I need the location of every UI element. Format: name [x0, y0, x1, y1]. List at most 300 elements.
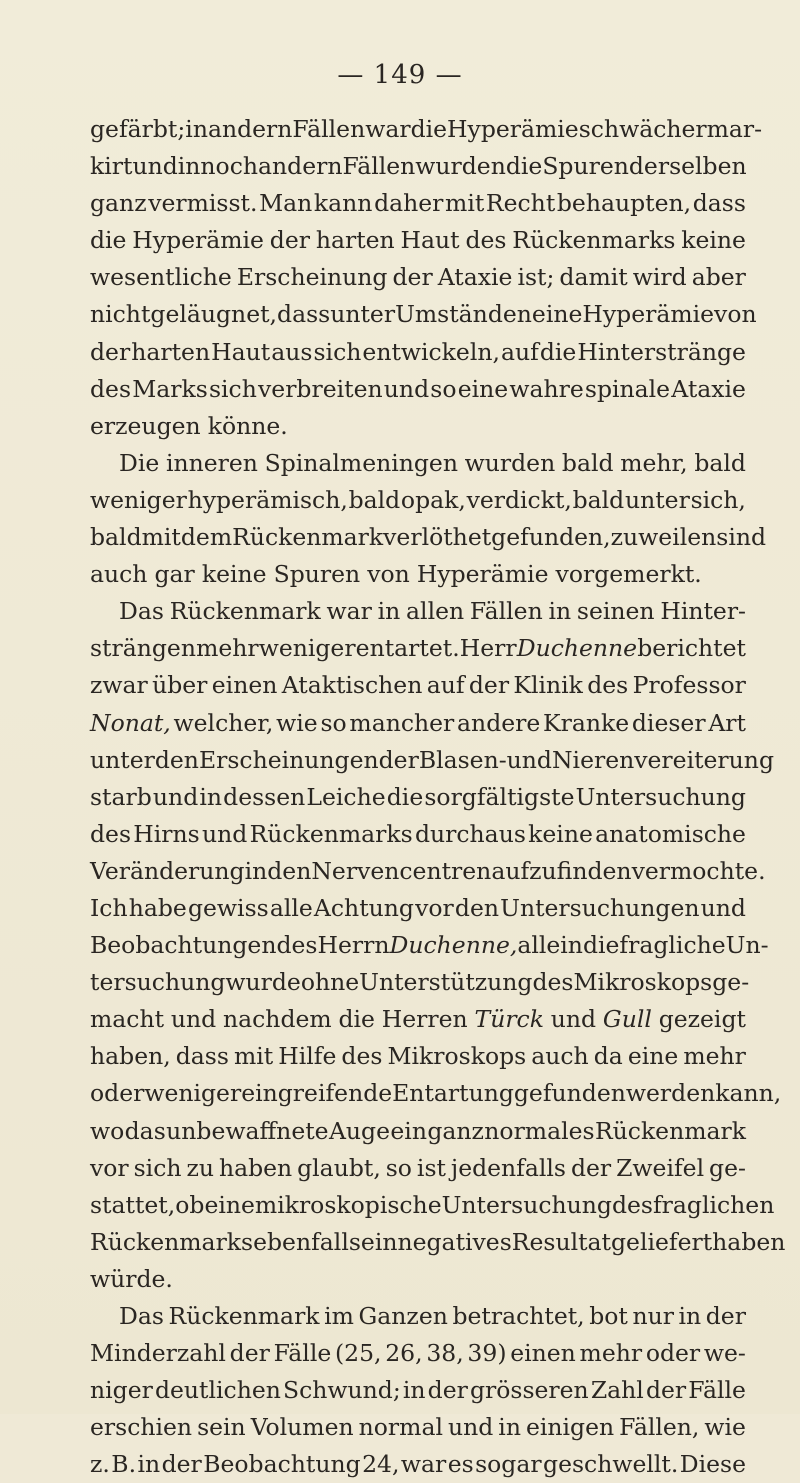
word: schwächer [578, 115, 707, 143]
word: dessen [223, 782, 306, 811]
word: Herrn [317, 931, 390, 960]
word: sind [716, 523, 767, 552]
text-line [90, 816, 746, 853]
word: Rückenmarks [249, 819, 413, 848]
word: in [678, 1302, 702, 1330]
word: zwar [90, 671, 148, 700]
word: des [90, 374, 132, 403]
word: kann, [715, 1079, 782, 1108]
word: sein [197, 1413, 246, 1442]
word: dass [692, 189, 746, 218]
word: gewiss [187, 893, 269, 922]
word: vermisst. [148, 189, 258, 218]
word: so [320, 708, 347, 737]
word: fragliche [619, 931, 726, 960]
word: Schwund; [283, 1376, 401, 1405]
word: geläugnet, [150, 300, 278, 329]
word: sich [313, 337, 362, 366]
word: bot [589, 1302, 628, 1330]
word: durchaus [414, 819, 526, 848]
word: haben [712, 1227, 786, 1256]
word: mehr [683, 1042, 746, 1071]
word: aus [271, 337, 313, 366]
word: Untersuchungen [500, 893, 700, 922]
word: unter [624, 485, 690, 514]
word: unter [90, 745, 155, 774]
word: Rückenmarks [512, 226, 676, 255]
word: Rückenmark [168, 1302, 320, 1330]
word: z. [90, 1450, 110, 1479]
word: (25, [334, 1339, 382, 1368]
word: der [378, 745, 419, 774]
word: in [177, 152, 201, 181]
word: Zahl [590, 1376, 644, 1405]
word: und [170, 1005, 217, 1034]
word: ein [360, 1227, 398, 1256]
word: Hyperämie [132, 226, 264, 255]
word: dass [277, 300, 331, 329]
word: alle [269, 893, 313, 922]
word: mit [233, 1042, 274, 1071]
text-line [90, 1150, 746, 1187]
word: vorgemerkt. [555, 560, 702, 589]
word: Haut [211, 337, 271, 366]
word: we- [703, 1339, 746, 1368]
word: des [587, 671, 629, 700]
word: mancher [349, 708, 455, 737]
word: den [454, 893, 499, 922]
word: Minderzahl [90, 1339, 226, 1368]
word: des [341, 1042, 383, 1071]
word: Fällen, [619, 1413, 700, 1442]
word: Erscheinung [236, 263, 388, 292]
word: entwickeln, [362, 337, 500, 366]
word: nicht [90, 300, 151, 329]
word: könne. [207, 411, 288, 440]
text-line [90, 667, 746, 704]
word: wurde [225, 968, 301, 997]
word: wie [704, 1413, 746, 1442]
word: wo [90, 1116, 125, 1145]
word: zuweilen [610, 523, 717, 552]
text-line [90, 742, 774, 779]
word: noch [200, 152, 259, 181]
word: verbreiten [258, 374, 383, 403]
word: Spinalmeningen [264, 448, 458, 477]
word: dieser [631, 708, 706, 737]
word: opak, [400, 485, 466, 514]
word: war [400, 1450, 447, 1479]
word: Art [708, 708, 746, 737]
text-line [90, 593, 746, 630]
word: und [550, 1005, 597, 1034]
word: Professor [632, 671, 746, 700]
text-line [90, 1298, 746, 1335]
word: der [392, 263, 433, 292]
word: von [367, 560, 410, 589]
word: eingreifende [241, 1079, 393, 1108]
word: Ich [90, 893, 128, 922]
word: Recht [485, 189, 556, 218]
text-line [90, 1113, 746, 1150]
word: ein [390, 1116, 427, 1145]
word: Duchenne [516, 634, 638, 663]
word: harten [315, 226, 395, 255]
word: so [385, 1153, 412, 1182]
text-line [90, 630, 746, 667]
word: ohne [300, 968, 360, 997]
word: glaubt, [297, 1153, 381, 1182]
word: mit [445, 189, 485, 218]
word: keine [201, 560, 267, 589]
word: einigen [525, 1413, 615, 1442]
word: über [152, 671, 208, 700]
word: in [244, 856, 268, 885]
text-line [90, 1446, 746, 1483]
word: stattet, [90, 1190, 176, 1219]
word: Das [119, 1302, 164, 1330]
word: entartet. [355, 634, 460, 663]
word: sich [133, 1153, 182, 1182]
word: ganz [90, 189, 147, 218]
word: Rückenmark [232, 523, 384, 552]
word: Rückenmark [594, 1116, 746, 1145]
word: weniger [258, 634, 356, 663]
word: B. [111, 1450, 137, 1479]
word: seinen [576, 597, 655, 626]
word: 39) [467, 1339, 507, 1368]
word: und [506, 745, 552, 774]
word: Türck [474, 1005, 544, 1034]
word: oder [90, 1079, 145, 1108]
word: und [383, 374, 430, 403]
word: gefärbt; [90, 115, 186, 143]
word: sorgfältigste [424, 782, 575, 811]
word: ist; [517, 263, 555, 292]
word: jedenfalls [450, 1153, 566, 1182]
word: Fällen [292, 115, 366, 143]
word: war [365, 115, 411, 143]
word: zu [186, 1153, 214, 1182]
word: in [199, 782, 223, 811]
word: in [377, 597, 401, 626]
word: sogar [475, 1450, 542, 1479]
word: auf [500, 337, 539, 366]
word: Untersuchung [441, 1190, 612, 1219]
word: Klinik [513, 671, 583, 700]
word: war [326, 597, 372, 626]
word: einen [510, 1339, 576, 1368]
word: Ataktischen [281, 671, 423, 700]
word: des [90, 819, 132, 848]
word: den [267, 856, 312, 885]
word: ist [416, 1153, 446, 1182]
text-line [90, 185, 746, 222]
word: von [714, 300, 757, 329]
word: Das [119, 597, 164, 626]
word: habe [128, 893, 187, 922]
word: unter [330, 300, 396, 329]
text-line [90, 779, 746, 816]
word: die [539, 337, 577, 366]
word: Hyperämie [582, 300, 715, 329]
word: die [386, 782, 424, 811]
word: Zweifel [616, 1153, 705, 1182]
word: mehr [196, 634, 259, 663]
word: Ganzen [358, 1302, 448, 1330]
text-line [90, 890, 746, 927]
word: eine [531, 300, 583, 329]
word: deutlichen [154, 1376, 281, 1405]
word: der [90, 337, 131, 366]
word: sich [208, 374, 257, 403]
word: der [468, 671, 510, 700]
text-line [90, 853, 766, 890]
word: Spuren [273, 560, 361, 589]
word: Haut [400, 226, 460, 255]
word: wesentliche [90, 263, 232, 292]
text-line [90, 705, 746, 742]
word: tersuchung [90, 968, 226, 997]
word: die [90, 226, 127, 255]
word: Veränderung [90, 856, 245, 885]
word: Diese [679, 1450, 746, 1479]
word: erschien [90, 1413, 193, 1442]
word: wurden [415, 152, 506, 181]
word: mit [141, 523, 181, 552]
word: eine [457, 374, 509, 403]
word: 26, [385, 1339, 423, 1368]
word: den [154, 745, 199, 774]
word: Marks [132, 374, 208, 403]
word: niger [90, 1376, 153, 1405]
word: werden [625, 1079, 716, 1108]
word: ge- [712, 968, 750, 997]
word: ge- [709, 1153, 746, 1182]
word: Un- [725, 931, 769, 960]
word: Die [119, 448, 160, 477]
word: Herren [381, 1005, 468, 1034]
word: wurden [464, 448, 556, 477]
word: Umständen [395, 300, 532, 329]
word: Kranke [543, 708, 630, 737]
word: geschwellt. [543, 1450, 679, 1479]
word: Auge [328, 1116, 391, 1145]
word: vor [90, 1153, 129, 1182]
text-line [90, 482, 746, 519]
word: kann [313, 189, 373, 218]
word: des [532, 968, 574, 997]
word: Fälle [273, 1339, 332, 1368]
word: Resultat [511, 1227, 611, 1256]
word: oder [645, 1339, 701, 1368]
word: normales [484, 1116, 595, 1145]
word: derselben [628, 152, 747, 181]
word: wird [632, 263, 687, 292]
word: hyperämisch, [187, 485, 348, 514]
word: Nonat, [90, 708, 171, 737]
word: so [430, 374, 457, 403]
word: es [447, 1450, 474, 1479]
word: Man [259, 189, 313, 218]
word: bald [561, 448, 614, 477]
word: harten [131, 337, 211, 366]
text-line [90, 111, 763, 148]
word: Hirns [133, 819, 200, 848]
text-line [90, 148, 746, 185]
text-line [90, 371, 746, 408]
word: in [137, 1450, 161, 1479]
word: inneren [165, 448, 258, 477]
text-line [90, 519, 767, 556]
text-line [90, 222, 746, 259]
word: andern [207, 115, 293, 143]
word: Hyperämie [416, 560, 549, 589]
word: anatomische [595, 819, 746, 848]
word: aufzufinden [491, 856, 632, 885]
word: die [582, 931, 620, 960]
word: weniger [144, 1079, 242, 1108]
word: und [202, 819, 248, 848]
word: einen [211, 671, 278, 700]
word: geliefert [611, 1227, 713, 1256]
word: mehr, [620, 448, 688, 477]
word: grösseren [469, 1376, 589, 1405]
word: der [570, 1153, 612, 1182]
word: das [124, 1116, 166, 1145]
text-line [90, 1001, 746, 1038]
word: Untersuchung [575, 782, 746, 811]
word: eine [204, 1190, 255, 1219]
word: vermochte. [631, 856, 766, 885]
word: Herr [459, 634, 517, 663]
word: Duchenne, [389, 931, 518, 960]
word: Rückenmark [169, 597, 321, 626]
word: dass [175, 1042, 229, 1071]
word: Unterstützung [359, 968, 533, 997]
text-line [90, 408, 746, 445]
word: die [505, 152, 543, 181]
word: nachdem [223, 1005, 332, 1034]
text-line [90, 296, 757, 333]
word: gefunden [513, 1079, 626, 1108]
word: eine [627, 1042, 679, 1071]
word: keine [528, 819, 593, 848]
word: Ataxie [437, 263, 513, 292]
word: des [611, 1190, 653, 1219]
word: bald [90, 523, 142, 552]
word: wahre [509, 374, 584, 403]
word: des [276, 931, 318, 960]
text-line [90, 1224, 786, 1261]
word: erzeugen [90, 411, 201, 440]
word: Blasen- [418, 745, 507, 774]
word: normal [358, 1413, 443, 1442]
word: betrachtet, [452, 1302, 585, 1330]
word: gezeigt [658, 1005, 746, 1034]
word: 24, [362, 1450, 400, 1479]
word: andere [457, 708, 541, 737]
word: Beobachtung [203, 1450, 361, 1479]
word: Volumen [250, 1413, 354, 1442]
word: unbewaffnete [166, 1116, 329, 1145]
word: Nierenvereiterung [551, 745, 774, 774]
text-line [90, 927, 769, 964]
word: auch [90, 560, 148, 589]
word: ganz [427, 1116, 484, 1145]
word: haben [218, 1153, 293, 1182]
word: ebenfalls [253, 1227, 361, 1256]
word: Fällen [469, 597, 543, 626]
word: und [132, 152, 178, 181]
word: gefunden, [491, 523, 611, 552]
word: in [548, 597, 572, 626]
word: Entartung [392, 1079, 514, 1108]
word: die [338, 1005, 375, 1034]
text-line [90, 259, 746, 296]
word: behaupten, [556, 189, 692, 218]
word: und [447, 1413, 494, 1442]
word: sich, [690, 485, 746, 514]
word: verlöthet [383, 523, 492, 552]
word: allen [406, 597, 465, 626]
word: ob [175, 1190, 205, 1219]
word: der [427, 1376, 468, 1405]
word: Hilfe [278, 1042, 337, 1071]
text-line [90, 964, 750, 1001]
word: bald [694, 448, 746, 477]
word: spinale [584, 374, 671, 403]
word: in [402, 1376, 426, 1405]
text-line [90, 1038, 746, 1075]
word: der [645, 1376, 687, 1405]
word: Ataxie [671, 374, 746, 403]
word: da [593, 1042, 623, 1071]
word: mikroskopische [254, 1190, 442, 1219]
word: Gull [602, 1005, 652, 1034]
word: negatives [397, 1227, 512, 1256]
word: vor [415, 893, 454, 922]
word: starb [90, 782, 152, 811]
word: macht [90, 1005, 165, 1034]
word: Fällen [342, 152, 416, 181]
word: bald [348, 485, 401, 514]
word: Leiche [306, 782, 386, 811]
word: der [161, 1450, 202, 1479]
word: welcher, [173, 708, 274, 737]
word: strängen [90, 634, 196, 663]
word: Nervencentren [311, 856, 492, 885]
word: auch [531, 1042, 589, 1071]
word: daher [374, 189, 444, 218]
word: wie [276, 708, 318, 737]
word: im [324, 1302, 354, 1330]
word: in [185, 115, 208, 143]
word: des [465, 226, 507, 255]
word: Hinterstränge [577, 337, 746, 366]
text-line [90, 1261, 746, 1298]
word: nur [632, 1302, 674, 1330]
word: Hyperämie [447, 115, 579, 143]
word: der [705, 1302, 746, 1330]
text-line [90, 445, 746, 482]
text-line [90, 1372, 746, 1409]
word: Mikroskops [573, 968, 713, 997]
word: Erscheinungen [198, 745, 379, 774]
text-line [90, 1335, 746, 1372]
word: Hinter- [660, 597, 746, 626]
page-number-header: — 149 — [337, 60, 463, 90]
